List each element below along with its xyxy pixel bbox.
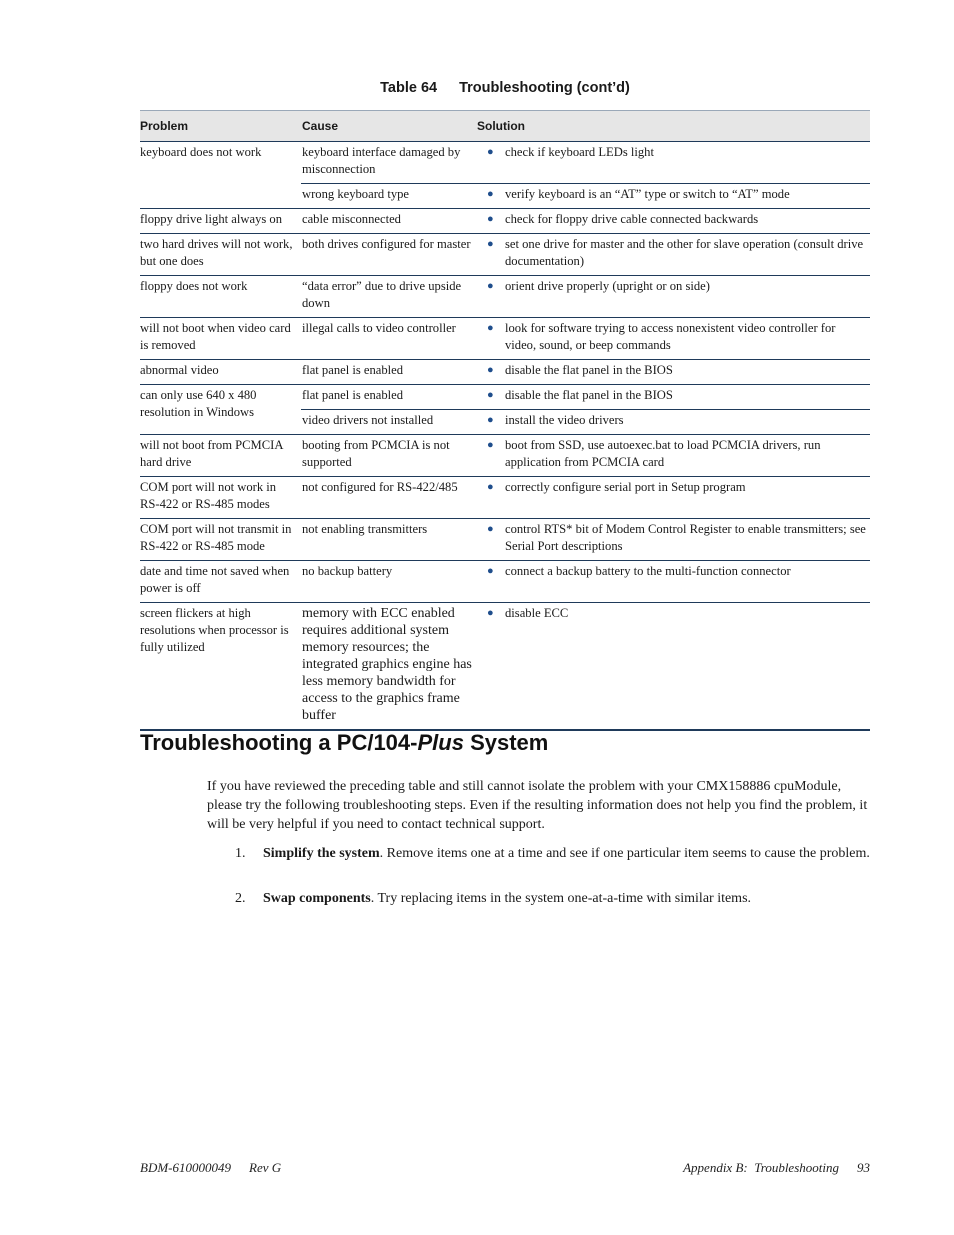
problem-cell: COM port will not work in RS-422 or RS-485 modes [140,477,301,519]
bullet-icon: ● [487,607,494,619]
cause-cell: wrong keyboard type [301,184,477,209]
solution-cell: ● disable the flat panel in the BIOS [477,385,870,410]
bullet-icon: ● [487,322,494,334]
problem-cell: will not boot when video card is removed [140,318,301,360]
table-row [140,142,870,184]
table-row [140,234,870,276]
header-solution: Solution [477,111,870,142]
cause-cell: no backup battery [301,561,477,603]
step-title: Swap components [263,891,371,906]
step-title: Simplify the system [263,846,380,861]
footer-revision: Rev G [249,1160,282,1175]
header-cause: Cause [301,111,477,142]
cause-cell: not enabling transmitters [301,519,477,561]
footer-chapter: Appendix B: [683,1160,748,1175]
solution-cell: ● set one drive for master and the other for slave operation (consult drive documentation) [477,234,870,276]
table-row [140,519,870,561]
cause-cell: flat panel is enabled [301,360,477,385]
solution-cell: ● orient drive properly (upright or on side) [477,276,870,318]
table-row [140,385,870,410]
table-row [140,603,870,731]
footer-doc-info [140,1160,281,1176]
problem-cell: floppy drive light always on [140,209,301,234]
cause-cell: flat panel is enabled [301,385,477,410]
table-row [140,276,870,318]
bullet-icon: ● [487,414,494,426]
table-row [140,561,870,603]
table-number: Table 64 [380,80,438,96]
table-row [140,477,870,519]
table-title: Troubleshooting (cont’d) [459,80,630,96]
table-header-row [140,111,870,142]
footer-page-number: 93 [857,1160,870,1175]
solution-cell: ● install the video drivers [477,410,870,435]
footer-page-info [683,1160,870,1176]
solution-cell: ● verify keyboard is an “AT” type or switch to “AT” mode [477,184,870,209]
bullet-icon: ● [487,146,494,158]
bullet-icon: ● [487,389,494,401]
table-row [140,209,870,234]
bullet-icon: ● [487,481,494,493]
section-heading: Troubleshooting a PC/104-Plus System [140,730,549,755]
solution-cell: ● control RTS* bit of Modem Control Register to enable transmitters; see Serial Port descriptions [477,519,870,561]
step-text: . Try replacing items in the system one-at-a-time with similar items. [370,891,752,906]
bullet-icon: ● [487,364,494,376]
cause-cell: keyboard interface damaged by misconnection [301,142,477,184]
bullet-icon: ● [487,280,494,292]
solution-cell: ● disable ECC [477,603,870,731]
bullet-icon: ● [487,565,494,577]
problem-cell: two hard drives will not work, but one does [140,234,301,276]
problem-cell: keyboard does not work [140,142,301,209]
problem-cell: abnormal video [140,360,301,385]
table-row [140,360,870,385]
cause-cell: memory with ECC enabled requires additional system memory resources; the integrated graphics engine has less memory bandwidth for access to the graphics frame buffer [301,603,477,731]
solution-cell: ● boot from SSD, use autoexec.bat to load PCMCIA drivers, run application from PCMCIA card [477,435,870,477]
solution-cell: ● check if keyboard LEDs light [477,142,870,184]
table-caption [140,80,870,96]
step-number: 2. [235,891,246,906]
cause-cell: illegal calls to video controller [301,318,477,360]
cause-cell: booting from PCMCIA is not supported [301,435,477,477]
cause-cell: “data error” due to drive upside down [301,276,477,318]
solution-cell: ● connect a backup battery to the multi-function connector [477,561,870,603]
cause-cell: video drivers not installed [301,410,477,435]
problem-cell: screen flickers at high resolutions when processor is fully utilized [140,603,301,731]
solution-cell: ● correctly configure serial port in Setup program [477,477,870,519]
intro-paragraph: If you have reviewed the preceding table and still cannot isolate the problem with your CMX158886 cpuModule, please try the following troubleshooting steps. Even if the resulting information does not help you find the problem, it will be very helpful if you need to contact technical support. [207,779,868,832]
step-number: 1. [235,846,246,861]
problem-cell: floppy does not work [140,276,301,318]
footer-chapter-title: Troubleshooting [754,1160,839,1175]
footer-doc-id: BDM-610000049 [140,1160,231,1175]
table-row [140,435,870,477]
bullet-icon: ● [487,439,494,451]
problem-cell: will not boot from PCMCIA hard drive [140,435,301,477]
problem-cell: COM port will not transmit in RS-422 or RS-485 mode [140,519,301,561]
solution-cell: ● look for software trying to access nonexistent video controller for video, sound, or beep commands [477,318,870,360]
step-item [207,889,871,908]
troubleshooting-table [140,110,870,731]
problem-cell: date and time not saved when power is off [140,561,301,603]
header-problem: Problem [140,111,301,142]
step-text: . Remove items one at a time and see if one particular item seems to cause the problem. [379,846,870,861]
section-heading-italic: Plus [417,730,464,755]
solution-cell: ● check for floppy drive cable connected backwards [477,209,870,234]
table-row [140,318,870,360]
step-item [207,844,871,863]
solution-cell: ● disable the flat panel in the BIOS [477,360,870,385]
bullet-icon: ● [487,238,494,250]
cause-cell: both drives configured for master [301,234,477,276]
cause-cell: cable misconnected [301,209,477,234]
bullet-icon: ● [487,523,494,535]
bullet-icon: ● [487,213,494,225]
cause-cell: not configured for RS-422/485 [301,477,477,519]
problem-cell: can only use 640 x 480 resolution in Windows [140,385,301,435]
bullet-icon: ● [487,188,494,200]
